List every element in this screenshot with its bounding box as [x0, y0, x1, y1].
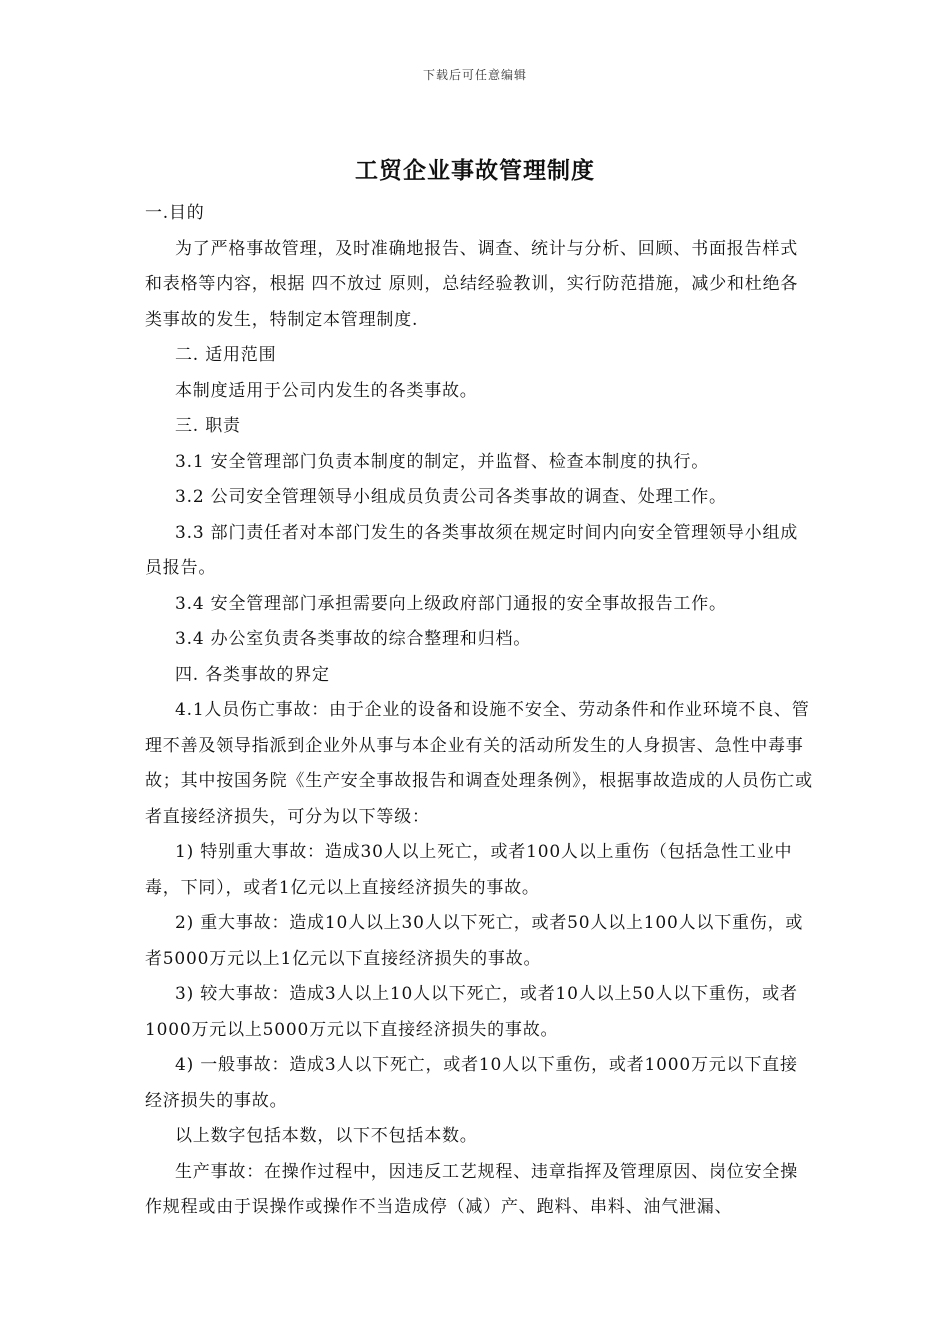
paragraph-duty-3-1: 3.1 安全管理部门负责本制度的制定，并监督、检查本制度的执行。	[175, 451, 710, 472]
paragraph-duty-3-2: 3.2 公司安全管理领导小组成员负责公司各类事故的调查、处理工作。	[175, 487, 727, 507]
paragraph-level-4: 4) 一般事故：造成3人以下死亡，或者10人以下重伤，或者1000万元以下直接经济损失的事故。	[145, 1055, 798, 1111]
header-note: 下载后可任意编辑	[422, 68, 527, 82]
paragraph-level-1: 1) 特别重大事故：造成30人以上死亡，或者100人以上重伤（包括急性工业中毒，下同），或者1亿元以上直接经济损失的事故。	[145, 842, 793, 898]
paragraph-definition-4-1: 4.1人员伤亡事故：由于企业的设备和设施不安全、劳动条件和作业环境不良、管理不善及领导指派到企业外从事与本企业有关的活动所发生的人身损害、急性中毒事故；其中按国务院《生产安全事故报告和调查处理条例》，根据事故造成的人员伤亡或者直接经济损失，可分为以下等级：	[145, 700, 813, 827]
paragraph-level-3: 3) 较大事故：造成3人以上10人以下死亡，或者10人以上50人以下重伤，或者1000万元以上5000万元以下直接经济损失的事故。	[145, 984, 798, 1040]
section-heading-duties: 三. 职责	[175, 416, 241, 436]
paragraph-level-2: 2) 重大事故：造成10人以上30人以下死亡，或者50人以上100人以下重伤，或者5000万元以上1亿元以下直接经济损失的事故。	[145, 913, 804, 969]
document-body	[145, 196, 813, 1226]
paragraph-purpose: 为了严格事故管理，及时准确地报告、调查、统计与分析、回顾、书面报告样式和表格等内容，根据 四不放过 原则，总结经验教训，实行防范措施，减少和杜绝各类事故的发生，特制定本管理制度.	[145, 238, 799, 330]
paragraph-duty-3-4b: 3.4 办公室负责各类事故的综合整理和归档。	[175, 629, 532, 649]
section-heading-definitions: 四. 各类事故的界定	[175, 664, 330, 685]
paragraph-number-note: 以上数字包括本数，以下不包括本数。	[175, 1126, 478, 1146]
document-title: 工贸企业事故管理制度	[355, 157, 595, 184]
section-heading-purpose: 一.目的	[145, 203, 205, 223]
paragraph-duty-3-4a: 3.4 安全管理部门承担需要向上级政府部门通报的安全事故报告工作。	[175, 593, 727, 614]
section-heading-scope: 二. 适用范围	[175, 345, 277, 365]
paragraph-duty-3-3: 3.3 部门责任者对本部门发生的各类事故须在规定时间内向安全管理领导小组成员报告。	[145, 522, 799, 578]
paragraph-scope: 本制度适用于公司内发生的各类事故。	[175, 380, 478, 401]
paragraph-production-accident: 生产事故：在操作过程中，因违反工艺规程、违章指挥及管理原因、岗位安全操作规程或由于误操作或操作不当造成停（减）产、跑料、串料、油气泄漏、	[145, 1161, 798, 1217]
